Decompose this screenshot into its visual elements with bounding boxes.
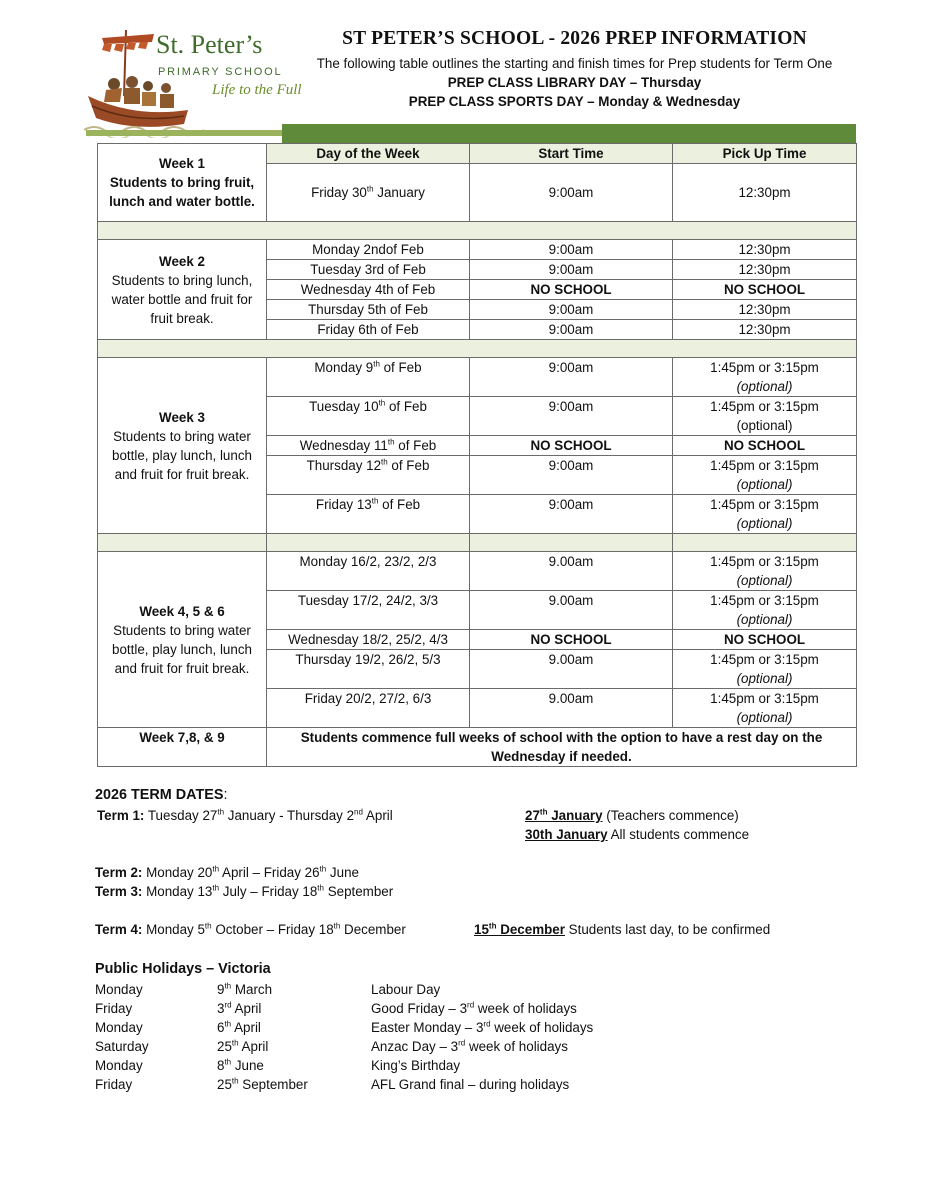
holiday-date: 9th March — [217, 981, 273, 997]
day-cell: Tuesday 17/2, 24/2, 3/3 — [267, 591, 470, 630]
day-cell: Friday 6th of Feb — [267, 320, 470, 340]
week1-title: Week 1 — [159, 156, 205, 171]
week2-note: Students to bring lunch, water bottle and fruit for fruit break. — [111, 272, 253, 326]
week789-title: Week 7,8, & 9 — [98, 728, 267, 767]
start-cell: 9:00am — [470, 495, 673, 534]
start-cell: 9.00am — [470, 689, 673, 728]
pickup-cell: 1:45pm or 3:15pm (optional) — [673, 358, 857, 397]
week3-note: Students to bring water bottle, play lunch, lunch and fruit for fruit break. — [112, 428, 252, 482]
pickup-cell: NO SCHOOL — [673, 630, 857, 650]
holiday-name: AFL Grand final – during holidays — [371, 1077, 570, 1092]
start-cell: 9:00am — [470, 358, 673, 397]
start-cell: 9:00am — [470, 164, 673, 222]
holidays-heading: Public Holidays – Victoria — [95, 961, 271, 977]
holiday-date: 25th September — [217, 1076, 308, 1092]
table-row — [98, 552, 857, 591]
start-cell: 9:00am — [470, 320, 673, 340]
pickup-cell: 1:45pm or 3:15pm (optional) — [673, 495, 857, 534]
week3-cell — [98, 358, 267, 534]
pickup-cell: 12:30pm — [673, 320, 857, 340]
holiday-day: Friday — [95, 1077, 133, 1092]
pickup-cell: 1:45pm or 3:15pm (optional) — [673, 650, 857, 689]
start-cell: NO SCHOOL — [470, 630, 673, 650]
table-header-row — [98, 144, 857, 164]
term4-note: 15th December Students last day, to be confirmed — [474, 921, 771, 937]
holiday-day: Saturday — [95, 1039, 149, 1054]
term2-dates: Term 2: Monday 20th April – Friday 26th June — [95, 864, 359, 880]
logo-subtitle: PRIMARY SCHOOL — [158, 66, 283, 78]
logo-name: St. Peter’s — [156, 30, 263, 59]
day-cell: Monday 9th of Feb — [267, 358, 470, 397]
holiday-name: Easter Monday – 3rd week of holidays — [371, 1019, 594, 1035]
day-cell: Tuesday 3rd of Feb — [267, 260, 470, 280]
header-divider-dark — [282, 124, 856, 144]
sports-day: PREP CLASS SPORTS DAY – Monday & Wednesday — [408, 94, 741, 109]
term1-note-students: 30th January All students commence — [525, 827, 750, 842]
day-cell: Monday 2ndof Feb — [267, 240, 470, 260]
week456-cell — [98, 552, 267, 728]
holiday-name: Anzac Day – 3rd week of holidays — [371, 1038, 568, 1054]
pickup-cell: 1:45pm or 3:15pm (optional) — [673, 456, 857, 495]
pickup-cell: 1:45pm or 3:15pm (optional) — [673, 397, 857, 436]
holiday-date: 25th April — [217, 1038, 269, 1054]
start-cell: 9.00am — [470, 650, 673, 689]
day-cell: Thursday 5th of Feb — [267, 300, 470, 320]
day-cell: Thursday 12th of Feb — [267, 456, 470, 495]
pickup-cell: 12:30pm — [673, 164, 857, 222]
week1-cell — [98, 144, 267, 222]
table-spacer-row — [98, 222, 857, 240]
day-cell: Monday 16/2, 23/2, 2/3 — [267, 552, 470, 591]
school-logo — [84, 26, 302, 138]
start-cell: 9:00am — [470, 300, 673, 320]
term1-dates: Term 1: Tuesday 27th January - Thursday 2nd April — [97, 807, 393, 823]
day-cell: Friday 30th January — [267, 164, 470, 222]
holiday-name: King’s Birthday — [371, 1058, 461, 1073]
pickup-cell: NO SCHOOL — [673, 280, 857, 300]
page-title: ST PETER’S SCHOOL - 2026 PREP INFORMATION — [342, 28, 807, 49]
week456-title: Week 4, 5 & 6 — [139, 603, 225, 619]
start-cell: 9.00am — [470, 552, 673, 591]
holiday-day: Monday — [95, 1020, 143, 1035]
table-spacer-row — [98, 340, 857, 358]
day-cell: Wednesday 4th of Feb — [267, 280, 470, 300]
start-cell: NO SCHOOL — [470, 280, 673, 300]
pickup-cell: 12:30pm — [673, 260, 857, 280]
holiday-name: Good Friday – 3rd week of holidays — [371, 1000, 577, 1016]
holiday-date: 6th April — [217, 1019, 261, 1035]
start-cell: 9:00am — [470, 240, 673, 260]
page-subtitle: The following table outlines the starting and finish times for Prep students for Term One — [316, 56, 833, 71]
start-cell: NO SCHOOL — [470, 436, 673, 456]
holiday-date: 8th June — [217, 1057, 264, 1073]
week1-note: Students to bring fruit, lunch and water bottle. — [109, 175, 255, 209]
pickup-cell: 1:45pm or 3:15pm (optional) — [673, 689, 857, 728]
schedule-table — [97, 143, 857, 767]
pickup-cell: 12:30pm — [673, 240, 857, 260]
start-cell: 9:00am — [470, 260, 673, 280]
holiday-day: Monday — [95, 1058, 143, 1073]
week2-title: Week 2 — [159, 253, 205, 269]
day-cell: Tuesday 10th of Feb — [267, 397, 470, 436]
week3-title: Week 3 — [159, 409, 205, 425]
table-row — [98, 728, 857, 767]
table-row — [98, 358, 857, 397]
start-cell: 9:00am — [470, 397, 673, 436]
holiday-name: Labour Day — [371, 982, 441, 997]
week2-cell — [98, 240, 267, 340]
pickup-cell: 12:30pm — [673, 300, 857, 320]
holiday-day: Monday — [95, 982, 143, 997]
day-cell: Wednesday 11th of Feb — [267, 436, 470, 456]
logo-motto: Life to the Full — [212, 82, 302, 98]
term-dates-heading: 2026 TERM DATES: — [95, 787, 228, 803]
holiday-day: Friday — [95, 1001, 133, 1016]
holiday-date: 3rd April — [217, 1000, 262, 1016]
start-cell: 9.00am — [470, 591, 673, 630]
day-cell: Thursday 19/2, 26/2, 5/3 — [267, 650, 470, 689]
term4-dates: Term 4: Monday 5th October – Friday 18th December — [95, 921, 406, 937]
term3-dates: Term 3: Monday 13th July – Friday 18th September — [95, 883, 394, 899]
week456-note: Students to bring water bottle, play lunch, lunch and fruit for fruit break. — [112, 622, 252, 676]
table-spacer-row — [98, 534, 857, 552]
term1-note-teachers: 27th January (Teachers commence) — [525, 807, 739, 823]
header-start: Start Time — [470, 144, 673, 164]
day-cell: Wednesday 18/2, 25/2, 4/3 — [267, 630, 470, 650]
pickup-cell: NO SCHOOL — [673, 436, 857, 456]
header-day: Day of the Week — [267, 144, 470, 164]
library-day: PREP CLASS LIBRARY DAY – Thursday — [447, 75, 702, 90]
day-cell: Friday 20/2, 27/2, 6/3 — [267, 689, 470, 728]
header-pickup: Pick Up Time — [673, 144, 857, 164]
table-row — [98, 240, 857, 260]
day-cell: Friday 13th of Feb — [267, 495, 470, 534]
pickup-cell: 1:45pm or 3:15pm (optional) — [673, 591, 857, 630]
week789-text: Students commence full weeks of school with the option to have a rest day on the Wednesday if needed. — [267, 728, 857, 767]
pickup-cell: 1:45pm or 3:15pm (optional) — [673, 552, 857, 591]
header-divider-light — [86, 130, 282, 136]
start-cell: 9:00am — [470, 456, 673, 495]
